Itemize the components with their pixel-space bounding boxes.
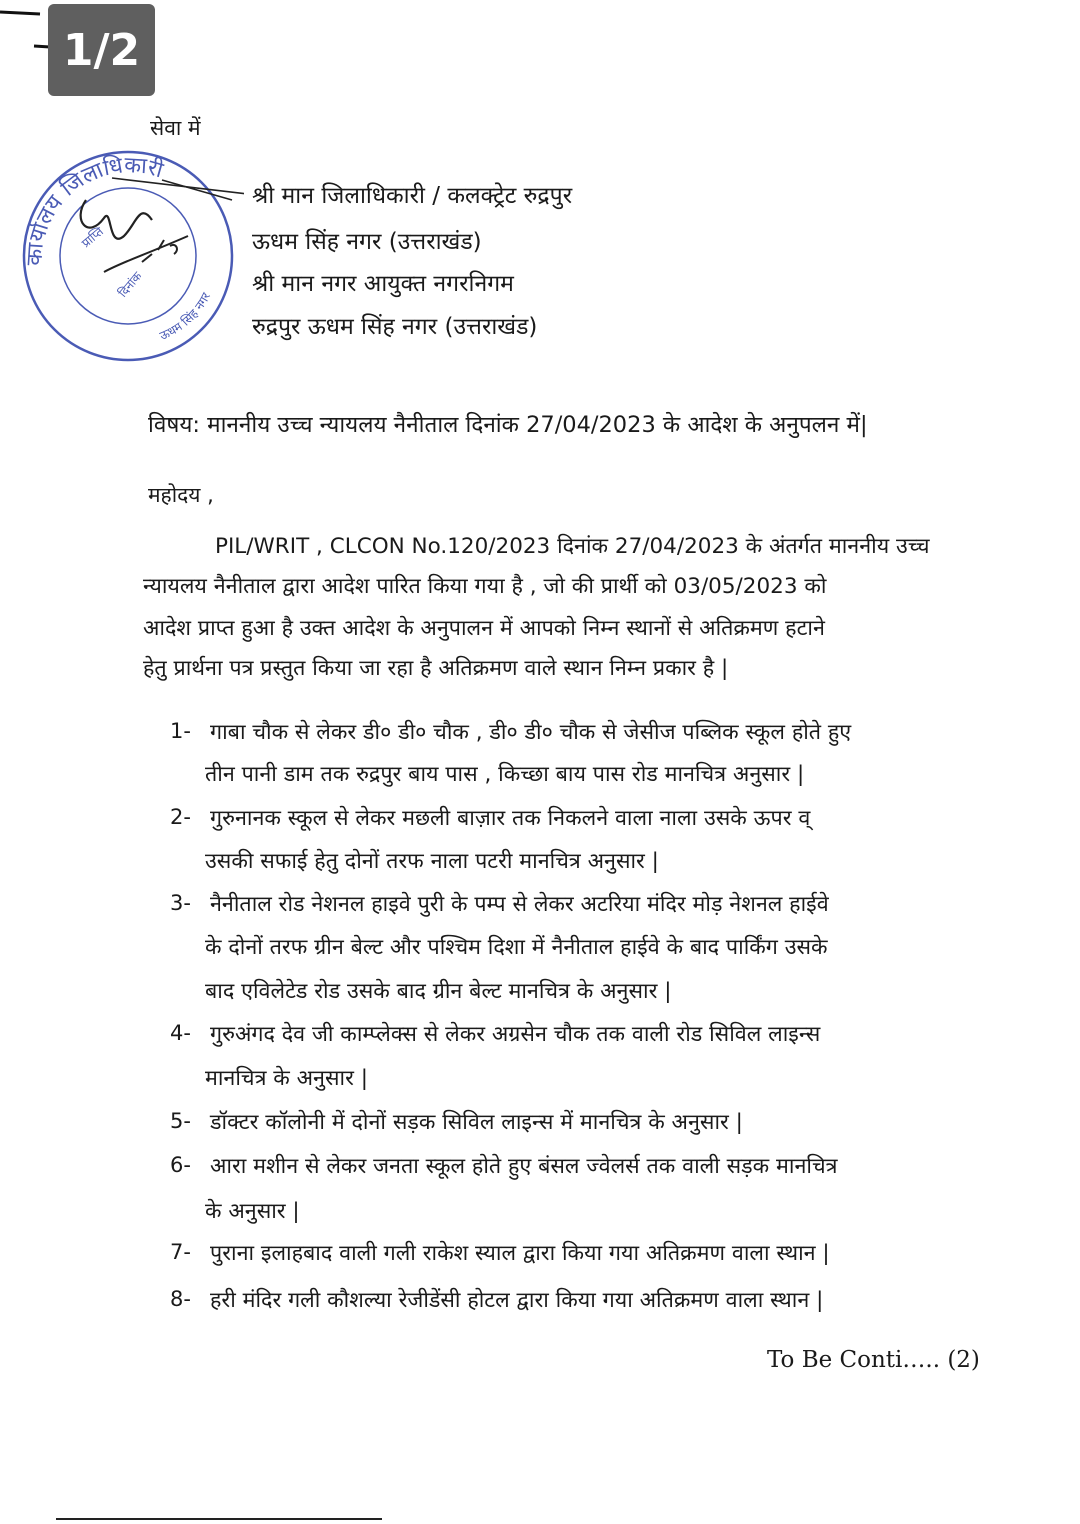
list-item-line: नैनीताल रोड नेशनल हाइवे पुरी के पम्प से लेकर अटरिया मंदिर मोड़ नेशनल हाईवे: [210, 892, 829, 917]
list-item-line: पुराना इलाहबाद वाली गली राकेश स्याल द्वारा किया गया अतिक्रमण वाला स्थान |: [210, 1241, 830, 1266]
list-item-number: 2-: [170, 805, 191, 829]
bottom-divider: [56, 1518, 382, 1520]
salutation: महोदय ,: [148, 483, 214, 507]
office-stamp-icon: [12, 140, 244, 372]
list-item-line: तीन पानी डाम तक रुद्रपुर बाय पास , किच्छा बाय पास रोड मानचित्र अनुसार |: [205, 762, 805, 787]
paragraph-line: न्यायलय नैनीताल द्वारा आदेश पारित किया गया है , जो की प्रार्थी को 03/05/2023 को: [143, 574, 827, 599]
addressee-line: ऊधम सिंह नगर (उत्तराखंड): [252, 229, 482, 255]
greeting-to: सेवा में: [150, 116, 201, 140]
stamp-received-text: प्राप्ति: [78, 224, 107, 251]
list-item-number: 7-: [170, 1240, 191, 1264]
list-item-number: 3-: [170, 891, 191, 915]
stamp-date-label: दिनांक: [115, 269, 145, 300]
continuation-note: To Be Conti….. (2): [767, 1347, 980, 1373]
list-item-line: मानचित्र के अनुसार |: [205, 1066, 368, 1091]
list-item-line: हरी मंदिर गली कौशल्या रेजीडेंसी होटल द्वारा किया गया अतिक्रमण वाला स्थान |: [210, 1288, 824, 1313]
list-item-line: डॉक्टर कॉलोनी में दोनों सड़क सिविल लाइन्स में मानचित्र के अनुसार |: [210, 1110, 743, 1135]
list-item-line: के दोनों तरफ ग्रीन बेल्ट और पश्चिम दिशा में नैनीताल हाईवे के बाद पार्किंग उसके: [205, 935, 828, 960]
paragraph-line: आदेश प्राप्त हुआ है उक्त आदेश के अनुपालन में आपको निम्न स्थानों से अतिक्रमण हटाने: [143, 616, 825, 641]
list-item-line: गुरुअंगद देव जी काम्प्लेक्स से लेकर अग्रसेन चौक तक वाली रोड सिविल लाइन्स: [210, 1022, 821, 1047]
subject-line: विषय: माननीय उच्च न्यायलय नैनीताल दिनांक 27/04/2023 के आदेश के अनुपलन में|: [148, 412, 868, 438]
list-item-number: 6-: [170, 1153, 191, 1177]
list-item-line: गाबा चौक से लेकर डी० डी० चौक , डी० डी० चौक से जेसीज पब्लिक स्कूल होते हुए: [210, 720, 852, 745]
list-item-number: 4-: [170, 1021, 191, 1045]
list-item-line: आरा मशीन से लेकर जनता स्कूल होते हुए बंसल ज्वेलर्स तक वाली सड़क मानचित्र: [210, 1154, 838, 1179]
addressee-line: श्री मान नगर आयुक्त नगरनिगम: [252, 271, 514, 297]
stamp-district-text: ऊधम सिंह नगर: [157, 290, 214, 343]
addressee-line: श्री मान जिलाधिकारी / कलक्ट्रेट रुद्रपुर: [252, 183, 573, 209]
list-item-line: बाद एविलेटेड रोड उसके बाद ग्रीन बेल्ट मानचित्र के अनुसार |: [205, 979, 672, 1004]
paragraph-line: PIL/WRIT , CLCON No.120/2023 दिनांक 27/04/2023 के अंतर्गत माननीय उच्च: [215, 534, 930, 559]
list-item-line: उसकी सफाई हेतु दोनों तरफ नाला पटरी मानचित्र अनुसार |: [205, 849, 659, 874]
stamp-office-text: कार्यालय जिलाधिकारी: [22, 152, 166, 267]
paragraph-line: हेतु प्रार्थना पत्र प्रस्तुत किया जा रहा है अतिक्रमण वाले स्थान निम्न प्रकार है |: [143, 656, 729, 681]
list-item-number: 8-: [170, 1287, 191, 1311]
list-item-number: 1-: [170, 719, 191, 743]
list-item-line: गुरुनानक स्कूल से लेकर मछली बाज़ार तक निकलने वाला नाला उसके ऊपर व्: [210, 806, 811, 831]
page-indicator: 1/2: [48, 4, 155, 96]
list-item-number: 5-: [170, 1109, 191, 1133]
list-item-line: के अनुसार |: [205, 1199, 300, 1224]
addressee-line: रुद्रपुर ऊधम सिंह नगर (उत्तराखंड): [252, 314, 538, 340]
